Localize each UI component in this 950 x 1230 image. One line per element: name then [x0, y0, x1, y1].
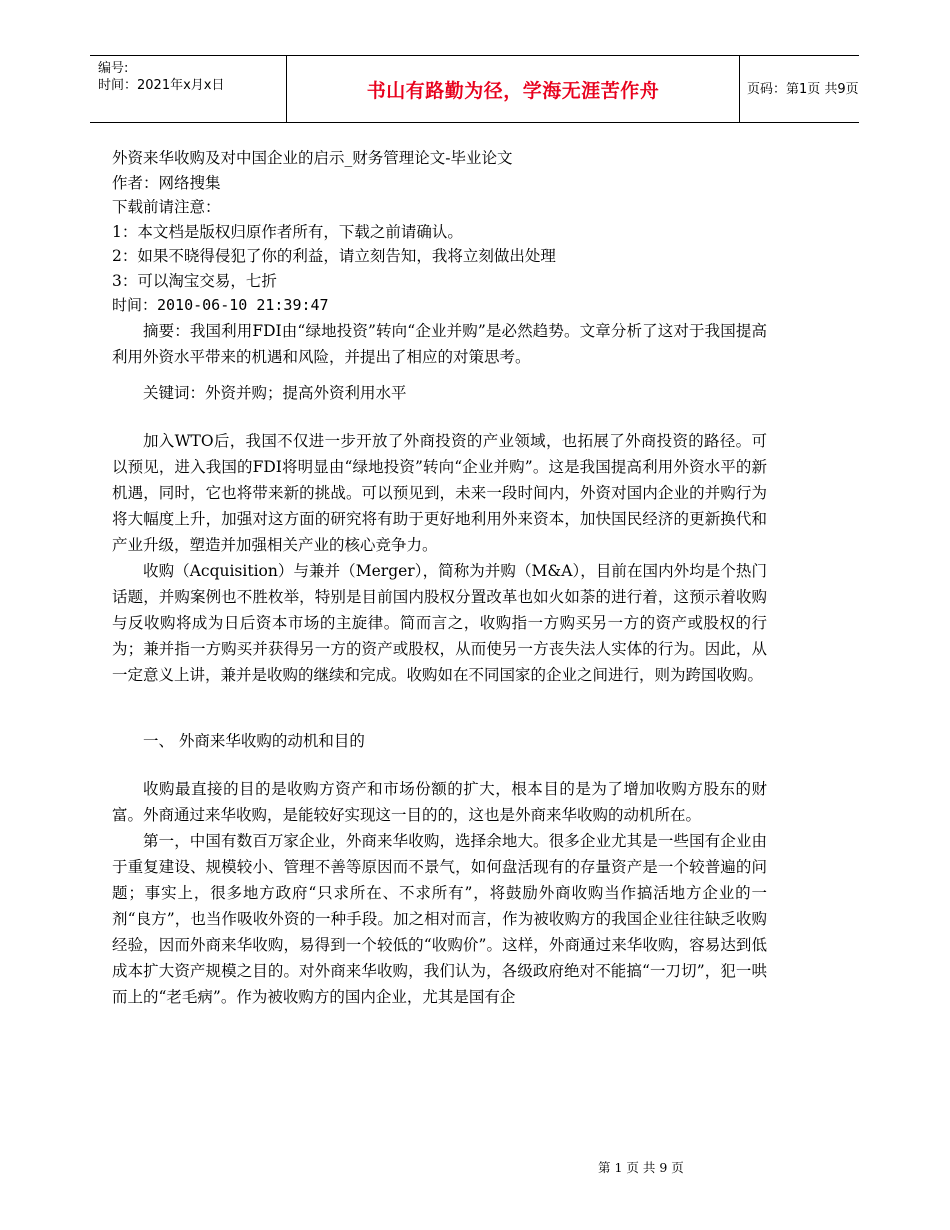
- doc-date-label: 时间：2021年x月x日: [98, 78, 225, 93]
- document-body: [112, 146, 767, 1010]
- section-heading-1: 一、 外商来华收购的动机和目的: [143, 731, 365, 750]
- paragraph-2: 收购（Acquisition）与兼并（Merger），简称为并购（M&A），目前在国内外均是个热门话题，并购案例也不胜枚举，特别是目前国内股权分置改革也如火如荼的进行着，这预示着收购与反收购将成为日后资本市场的主旋律。简而言之，收购指一方购买另一方的资产或股权的行为；兼并指一方购买并获得另一方的资产或股权，从而使另一方丧失法人实体的行为。因此，从一定意义上讲，兼并是收购的继续和完成。收购如在不同国家的企业之间进行，则为跨国收购。: [112, 561, 767, 684]
- keywords: 关键词：外资并购；提高外资利用水平: [143, 383, 407, 402]
- paragraph-3: 收购最直接的目的是收购方资产和市场份额的扩大，根本目的是为了增加收购方股东的财富。外商通过来华收购，是能较好实现这一目的的，这也是外商来华收购的动机所在。: [112, 779, 767, 824]
- notice-item-2: 2：如果不晓得侵犯了你的利益，请立刻告知，我将立刻做出处理: [112, 247, 556, 265]
- motto-text: 书山有路勤为径，学海无涯苦作舟: [366, 79, 660, 102]
- notice-item-1: 1：本文档是版权归原作者所有，下载之前请确认。: [112, 222, 463, 241]
- page-footer: 第 1 页 共 9 页: [598, 1160, 684, 1175]
- abstract: 摘要：我国利用FDI由“绿地投资”转向“企业并购”是必然趋势。文章分析了这对于我国提高利用外资水平带来的机遇和风险，并提出了相应的对策思考。: [112, 321, 767, 366]
- notice-item-3: 3：可以淘宝交易，七折: [112, 271, 277, 290]
- paragraph-4: 第一，中国有数百万家企业，外商来华收购，选择余地大。很多企业尤其是一些国有企业由于重复建设、规模较小、管理不善等原因而不景气，如何盘活现有的存量资产是一个较普遍的问题；事实上，很多地方政府“只求所在、不求所有”，将鼓励外商收购当作搞活地方企业的一剂“良方”，也当作吸收外资的一种手段。加之相对而言，作为被收购方的我国企业往往缺乏收购经验，因而外商来华收购，易得到一个较低的“收购价”。这样，外商通过来华收购，容易达到低成本扩大资产规模之目的。对外商来华收购，我们认为，各级政府绝对不能搞“一刀切”，犯一哄而上的“老毛病”。作为被收购方的国内企业，尤其是国有企: [112, 831, 767, 1006]
- doc-title: 外资来华收购及对中国企业的启示_财务管理论文-毕业论文: [112, 149, 513, 167]
- paragraph-1: 加入WTO后，我国不仅进一步开放了外商投资的产业领域，也拓展了外商投资的路径。可以预见，进入我国的FDI将明显由“绿地投资”转向“企业并购”。这是我国提高利用外资水平的新机遇，同时，它也将带来新的挑战。可以预见到，未来一段时间内，外资对国内企业的并购行为将大幅度上升，加强对这方面的研究将有助于更好地利用外来资本，加快国民经济的更新换代和产业升级，塑造并加强相关产业的核心竞争力。: [112, 431, 767, 554]
- publish-time: 时间：2010-06-10 21:39:47: [112, 296, 329, 314]
- download-notice: 下载前请注意：: [112, 198, 221, 216]
- doc-number-label: 编号:: [98, 61, 129, 76]
- header-motto-cell: [286, 56, 740, 122]
- doc-author: 作者：网络搜集: [112, 173, 221, 192]
- header-table: [90, 55, 859, 123]
- header-page-cell: [739, 56, 859, 122]
- page-indicator: 页码：第1页 共9页: [747, 81, 859, 97]
- header-info-cell: [90, 56, 286, 122]
